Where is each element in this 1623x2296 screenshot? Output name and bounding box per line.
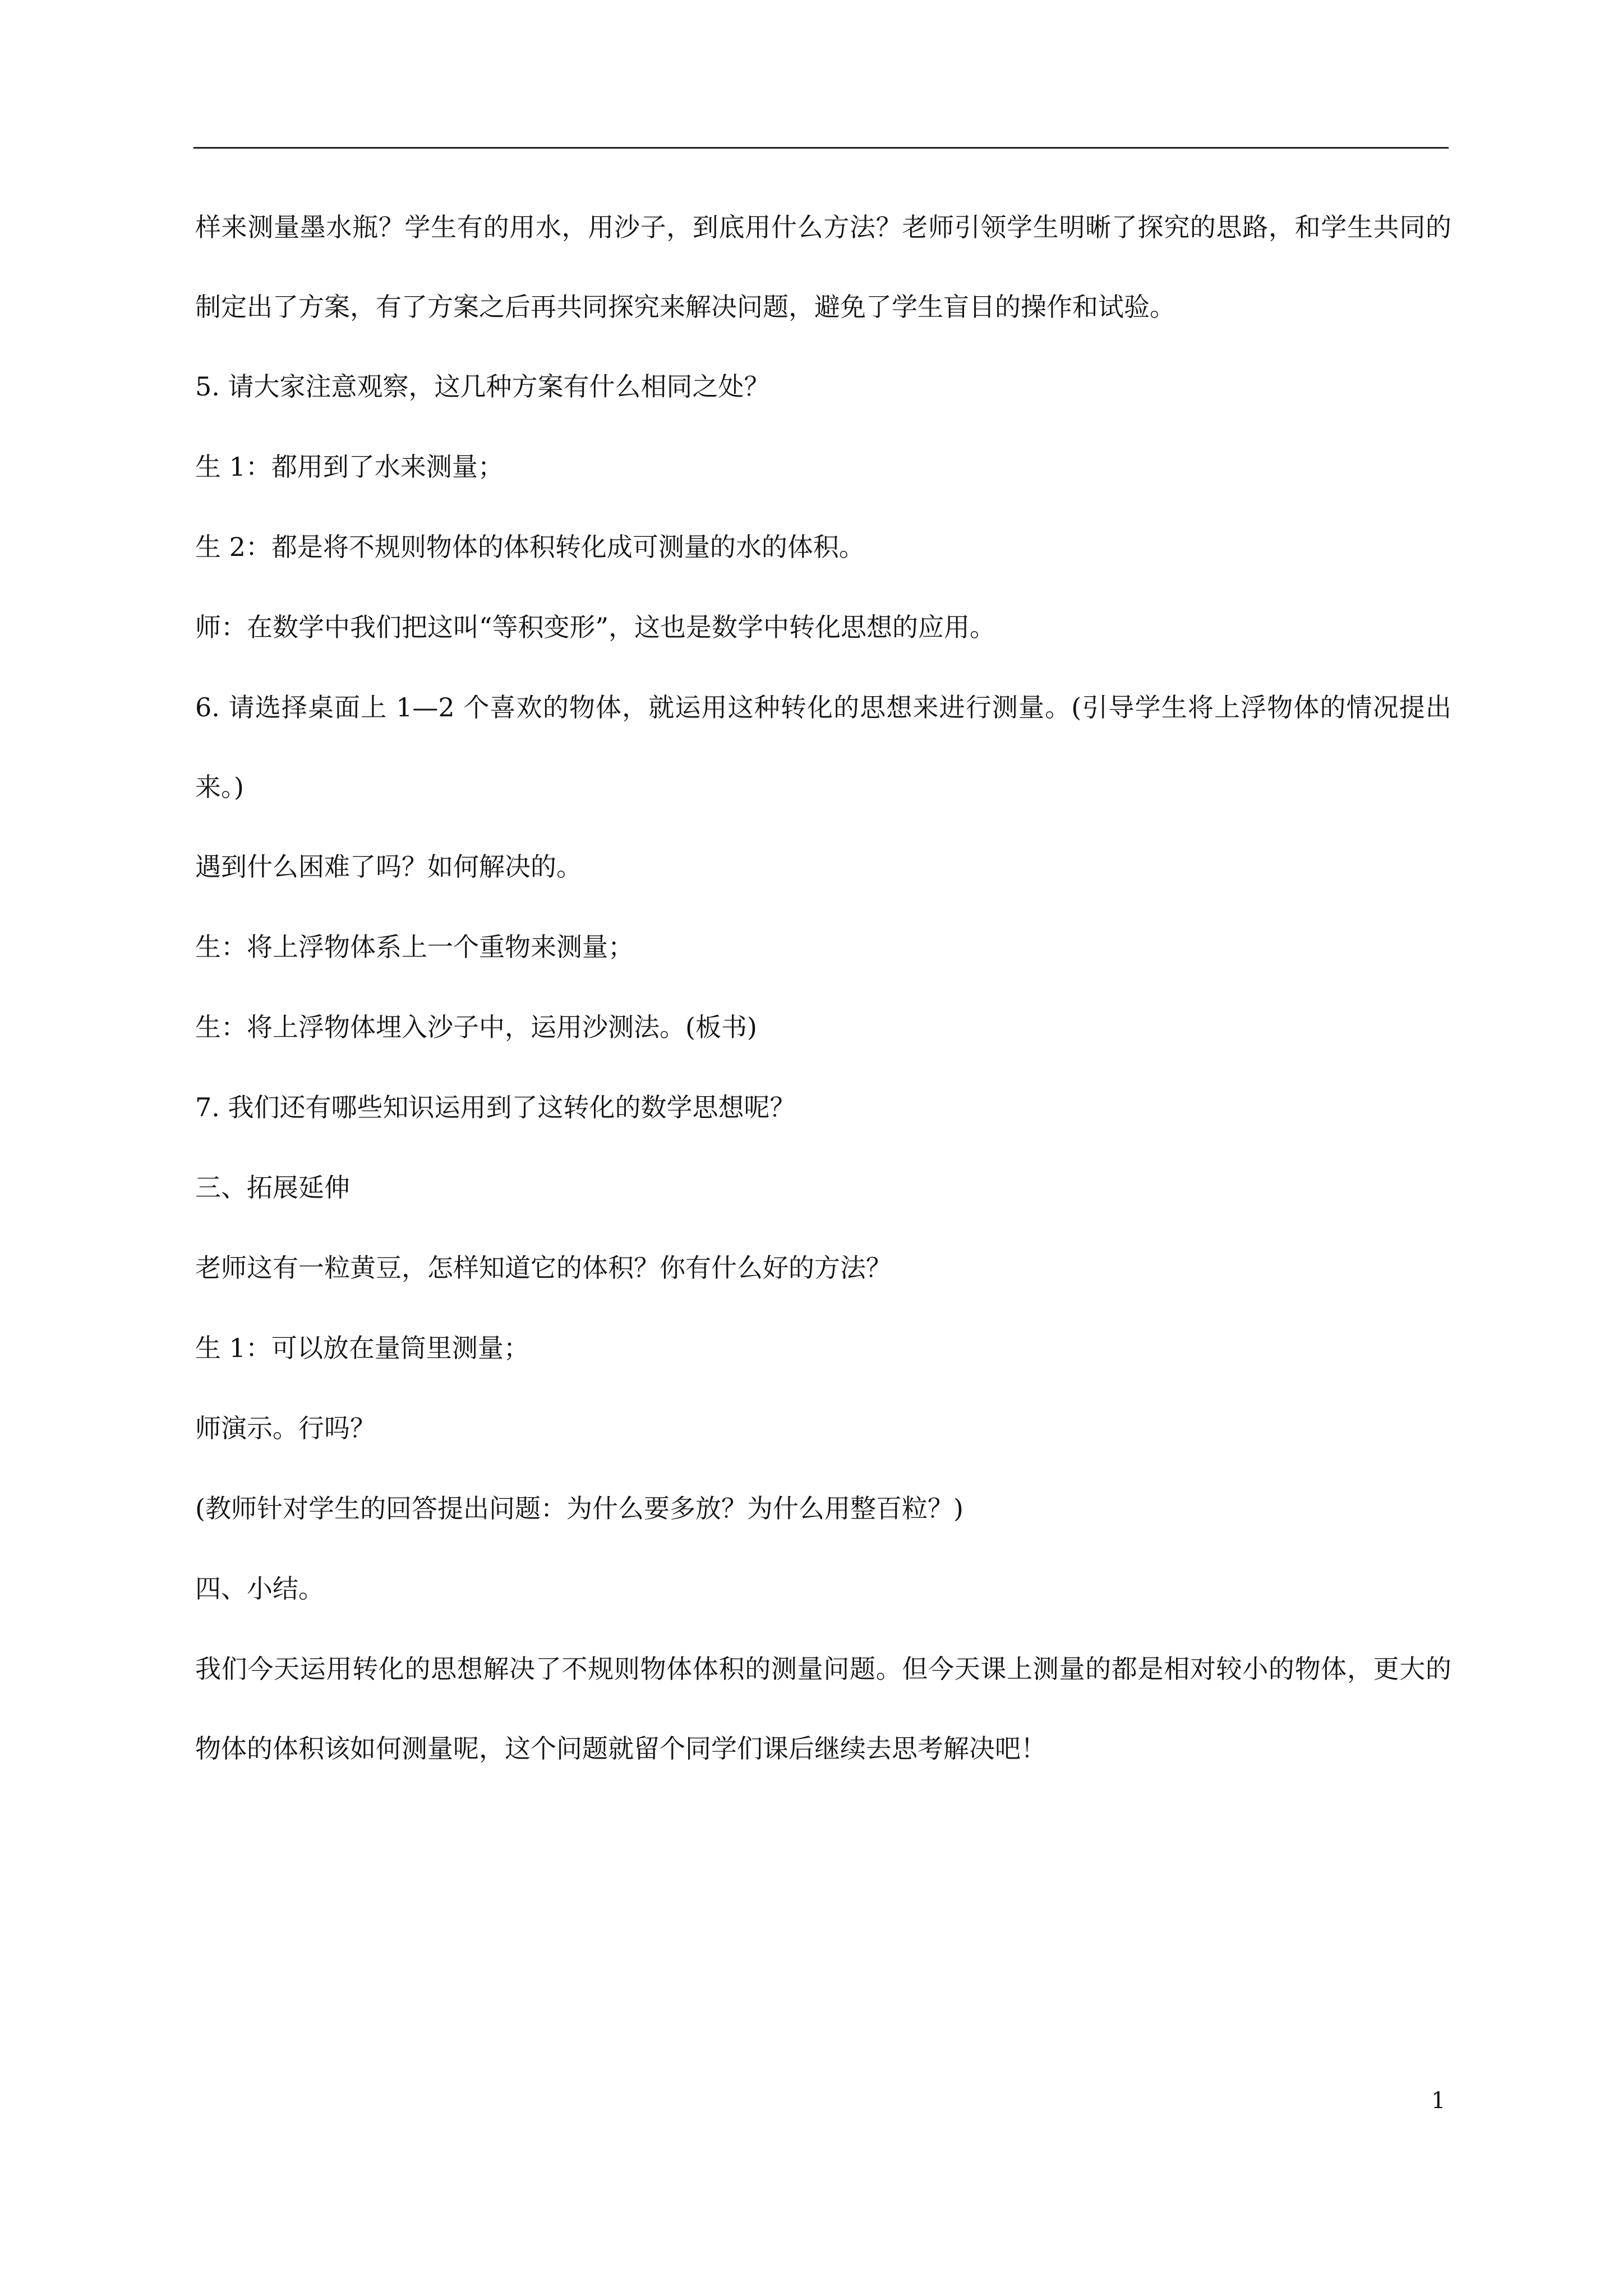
paragraph-student-weight-method: 生：将上浮物体系上一个重物来测量； xyxy=(195,932,634,962)
paragraph-question-7: 7. 我们还有哪些知识运用到了这转化的数学思想呢？ xyxy=(195,1092,796,1122)
paragraph-student-sand-method: 生：将上浮物体埋入沙子中，运用沙测法。(板书) xyxy=(195,1012,757,1042)
paragraph-student-1-answer: 生 1：都用到了水来测量； xyxy=(195,452,504,482)
section-heading-summary: 四、小结。 xyxy=(195,1573,324,1604)
paragraph-student-cylinder-answer: 生 1：可以放在量筒里测量； xyxy=(195,1333,529,1363)
paragraph-soybean-question: 老师这有一粒黄豆，怎样知道它的体积？你有什么好的方法？ xyxy=(195,1253,892,1283)
paragraph-summary: 我们今天运用转化的思想解决了不规则物体体积的测量问题。但今天课上测量的都是相对较小的物体，更大的物体的体积该如何测量呢，这个问题就留个同学们课后继续去思考解决吧！ xyxy=(195,1654,1451,1764)
document-body xyxy=(195,208,1451,1809)
paragraph-teacher-equal-volume: 师：在数学中我们把这叫“等积变形”，这也是数学中转化思想的应用。 xyxy=(195,612,996,642)
paragraph-question-5: 5. 请大家注意观察，这几种方案有什么相同之处？ xyxy=(195,371,770,402)
paragraph-difficulty-question: 遇到什么困难了吗？如何解决的。 xyxy=(195,852,582,882)
paragraph-teacher-demo: 师演示。行吗？ xyxy=(195,1413,376,1443)
section-heading-extension: 三、拓展延伸 xyxy=(195,1172,350,1203)
header-rule xyxy=(193,147,1449,149)
paragraph-method-discussion: 样来测量墨水瓶？学生有的用水，用沙子，到底用什么方法？老师引领学生明晰了探究的思路，和学生共同的制定出了方案，有了方案之后再共同探究来解决问题，避免了学生盲目的操作和试验。 xyxy=(195,212,1451,322)
paragraph-question-6: 6. 请选择桌面上 1—2 个喜欢的物体，就运用这种转化的思想来进行测量。(引导学生将上浮物体的情况提出来。) xyxy=(195,692,1451,802)
paragraph-student-2-answer: 生 2：都是将不规则物体的体积转化成可测量的水的体积。 xyxy=(195,532,865,562)
page-number: 1 xyxy=(1431,2088,1446,2114)
paragraph-teacher-follow-up: (教师针对学生的回答提出问题：为什么要多放？为什么用整百粒？) xyxy=(195,1493,963,1524)
